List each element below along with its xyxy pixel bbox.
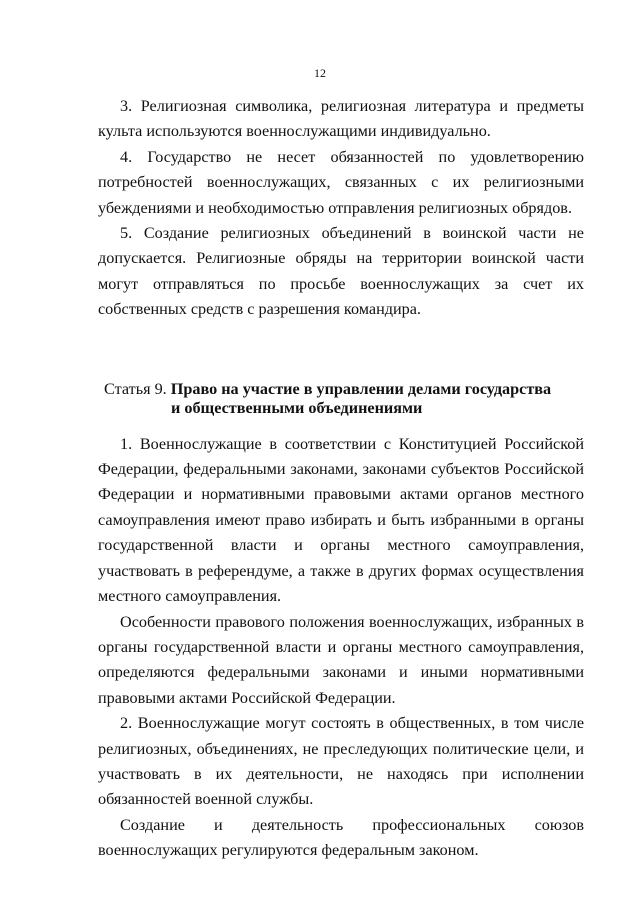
paragraph-legal-status: Особенности правового положения военнослужащих, избранных в органы государственной власти и органы местного самоуправления, определяются федеральными законами и иными нормативными правовыми актами Российской Федерации. — [98, 612, 584, 707]
paragraph-public-associations: 2. Военнослужащие могут состоять в общественных, в том числе религиозных, объединениях, не преследующих политические цели, и участвовать в их деятельности, не находясь при исполнении обязанностей военной службы. — [98, 714, 584, 809]
document-body — [98, 94, 584, 864]
paragraph-religious-symbols: 3. Религиозная символика, религиозная литература и предметы культа используются военнослужащими индивидуально. — [98, 97, 584, 141]
paragraph-state-obligations: 4. Государство не несет обязанностей по удовлетворению потребностей военнослужащих, связанных с их религиозными убеждениями и необходимостью отправления религиозных обрядов. — [98, 147, 584, 217]
article-label: Статья 9. — [104, 379, 167, 398]
paragraph-religious-associations: 5. Создание религиозных объединений в воинской части не допускается. Религиозные обряды на территории воинской части могут отправляться по просьбе военнослужащих за счет их собственных средств с разрешения командира. — [98, 224, 584, 319]
page-number: 12 — [314, 66, 326, 80]
paragraph-trade-unions: Создание и деятельность профессиональных союзов военнослужащих регулируются федеральным законом. — [98, 815, 584, 860]
article-heading — [98, 380, 584, 418]
article-title-line1: Право на участие в управлении делами государства — [170, 379, 552, 398]
paragraph-election-rights: 1. Военнослужащие в соответствии с Конституцией Российской Федерации, федеральными законами, законами субъектов Российской Федерации и нормативными правовыми актами органов местного самоуправления имеют право избирать и быть избранными в органы государственной власти и органы местного самоуправления, участвовать в референдуме, а также в других формах осуществления местного самоуправления. — [98, 434, 584, 606]
article-title-line2: и общественными объединениями — [171, 398, 423, 417]
